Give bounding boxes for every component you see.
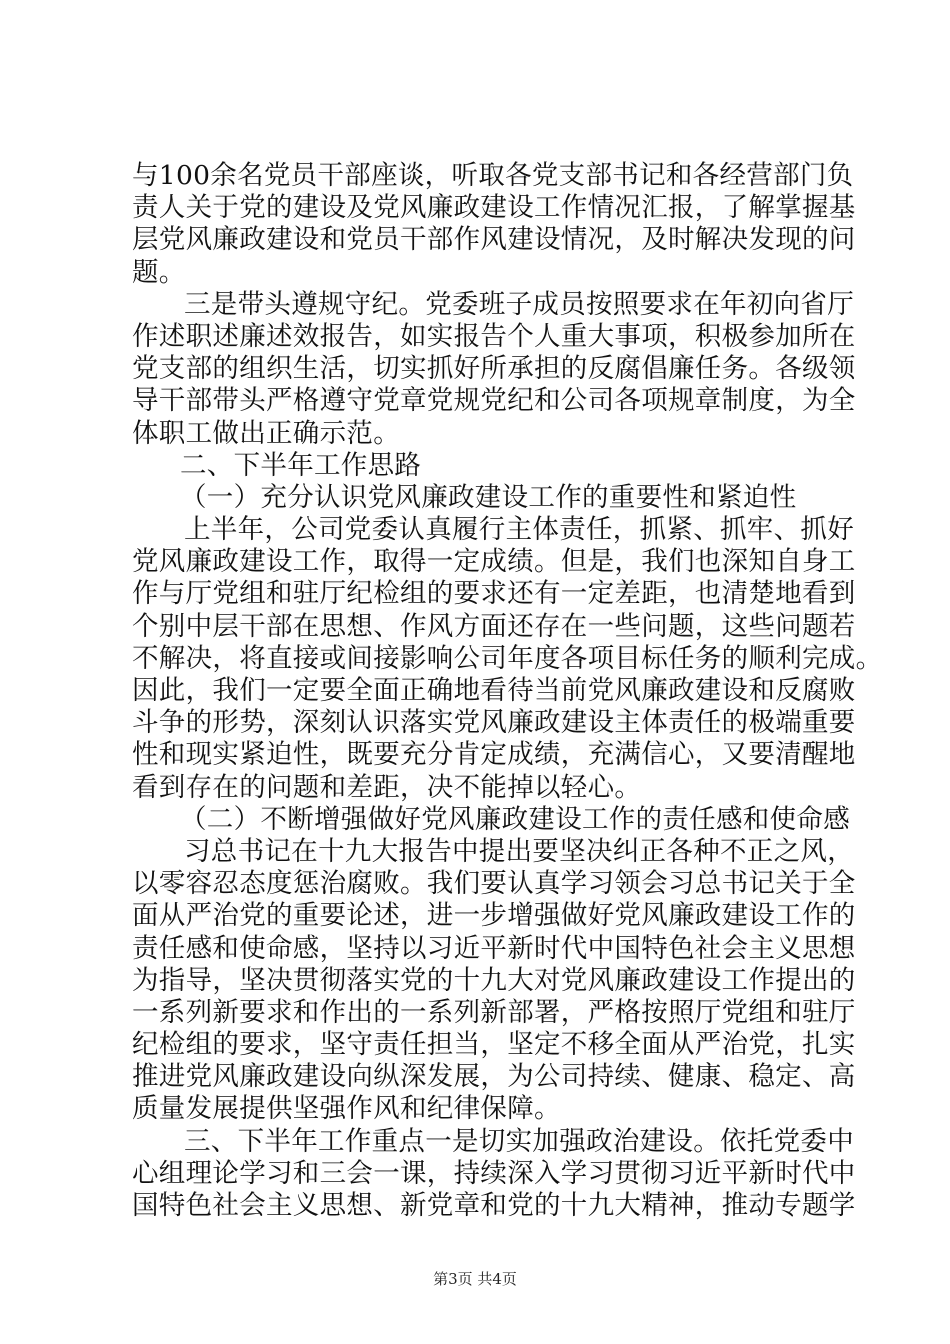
text-line: 看到存在的问题和差距，决不能掉以轻心。 <box>132 771 642 803</box>
text-line: 斗争的形势，深刻认识落实党风廉政建设主体责任的极端重要 <box>132 707 856 739</box>
page-number: 第3页 共4页 <box>433 1270 517 1288</box>
text-line: 责人关于党的建设及党风廉政建设工作情况汇报，了解掌握基 <box>132 192 856 224</box>
section-heading: 二、下半年工作思路 <box>180 449 422 481</box>
text-line: 个别中层干部在思想、作风方面还存在一些问题，这些问题若 <box>132 610 856 642</box>
paragraph-start: 上半年，公司党委认真履行主体责任，抓紧、抓牢、抓好 <box>184 514 854 546</box>
subsection-heading: （一）充分认识党风廉政建设工作的重要性和紧迫性 <box>180 481 797 513</box>
text-line: 题。 <box>132 256 186 288</box>
text-line: 与100余名党员干部座谈，听取各党支部书记和各经营部门负 <box>132 160 854 191</box>
text-line: 国特色社会主义思想、新党章和党的十九大精神，推动专题学 <box>132 1190 856 1221</box>
text-line: 质量发展提供坚强作风和纪律保障。 <box>132 1093 561 1125</box>
text-line: 党风廉政建设工作，取得一定成绩。但是，我们也深知自身工 <box>132 546 856 578</box>
page-footer <box>0 1269 950 1289</box>
text-line: 责任感和使命感，坚持以习近平新时代中国特色社会主义思想 <box>132 932 856 964</box>
paragraph-start: 三、下半年工作重点一是切实加强政治建设。依托党委中 <box>184 1125 854 1157</box>
document-body <box>132 160 883 1222</box>
subsection-heading: （二）不断增强做好党风廉政建设工作的责任感和使命感 <box>180 803 850 835</box>
text-line: 党支部的组织生活，切实抓好所承担的反腐倡廉任务。各级领 <box>132 353 856 385</box>
paragraph-start: 习总书记在十九大报告中提出要坚决纠正各种不正之风， <box>184 835 854 867</box>
paragraph-start: 三是带头遵规守纪。党委班子成员按照要求在年初向省厅 <box>184 288 854 320</box>
text-line: 导干部带头严格遵守党章党规党纪和公司各项规章制度，为全 <box>132 385 856 417</box>
text-line: 不解决，将直接或间接影响公司年度各项目标任务的顺利完成。 <box>132 642 883 674</box>
text-line: 纪检组的要求，坚守责任担当，坚定不移全面从严治党，扎实 <box>132 1029 856 1061</box>
text-line: 推进党风廉政建设向纵深发展，为公司持续、健康、稳定、高 <box>132 1061 856 1093</box>
text-line: 因此，我们一定要全面正确地看待当前党风廉政建设和反腐败 <box>132 675 856 706</box>
text-line: 为指导，坚决贯彻落实党的十九大对党风廉政建设工作提出的 <box>132 964 856 996</box>
text-line: 心组理论学习和三会一课，持续深入学习贯彻习近平新时代中 <box>132 1157 856 1189</box>
text-line: 以零容忍态度惩治腐败。我们要认真学习领会习总书记关于全 <box>132 868 856 900</box>
text-line: 面从严治党的重要论述，进一步增强做好党风廉政建设工作的 <box>132 900 856 932</box>
text-line: 作述职述廉述效报告，如实报告个人重大事项，积极参加所在 <box>132 320 856 352</box>
text-line: 性和现实紧迫性，既要充分肯定成绩，充满信心，又要清醒地 <box>132 739 856 771</box>
text-line: 层党风廉政建设和党员干部作风建设情况，及时解决发现的问 <box>132 224 856 256</box>
text-line: 一系列新要求和作出的一系列新部署，严格按照厅党组和驻厅 <box>132 996 856 1028</box>
text-line: 体职工做出正确示范。 <box>132 417 400 449</box>
text-line: 作与厅党组和驻厅纪检组的要求还有一定差距，也清楚地看到 <box>132 578 856 610</box>
